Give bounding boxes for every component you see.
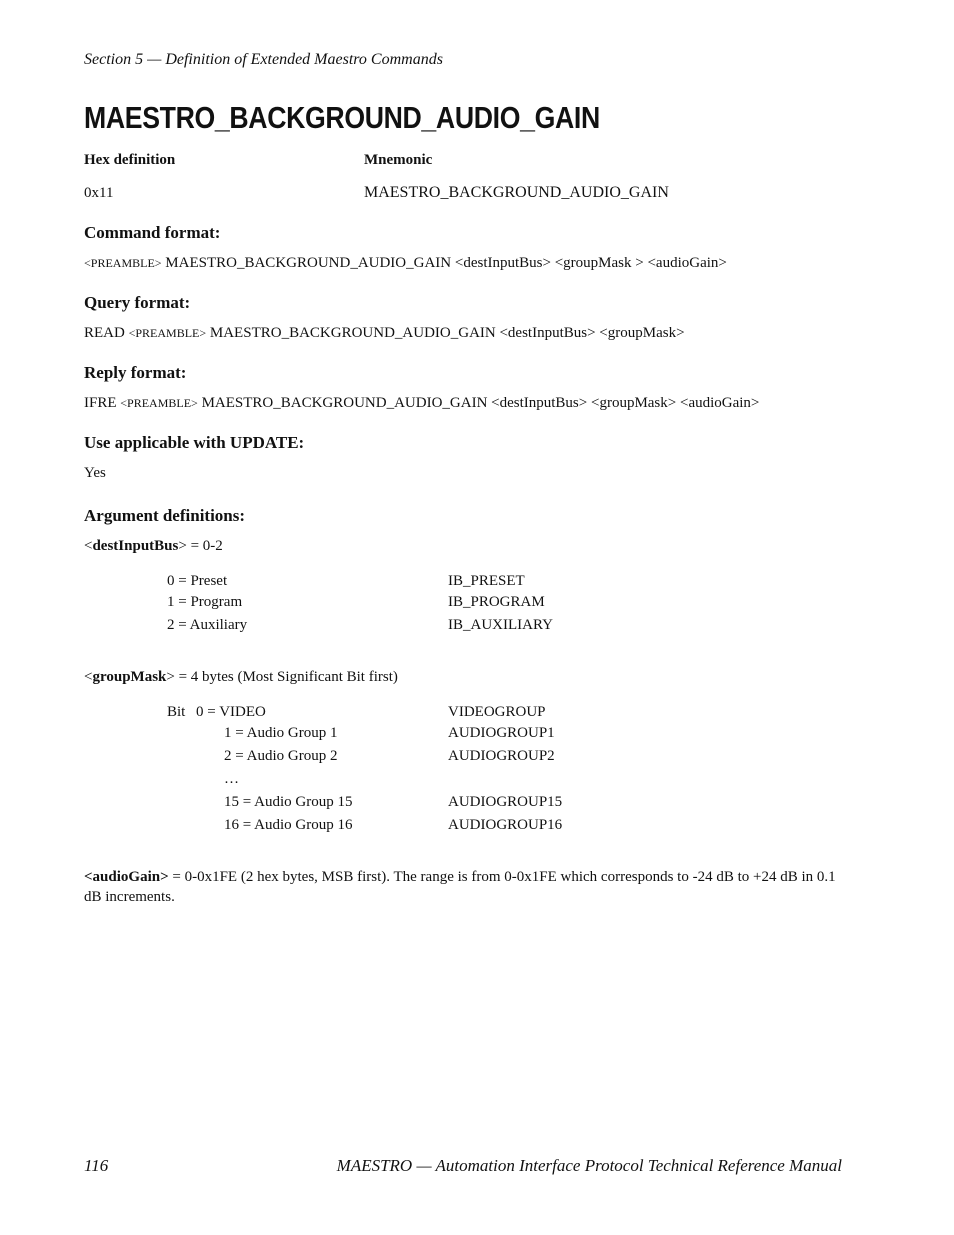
dest-input-bus-name: destInputBus [92,538,179,554]
audio-gain-description: = 0-0x1FE (2 hex bytes, MSB first). The range is from 0-0x1FE which corresponds to -24 dB to +24 dB in 0.1 dB increments. [84,869,836,905]
page-number: 116 [84,1156,109,1175]
query-format-heading: Query format: [84,293,191,312]
dest-input-bus-definition [84,538,223,555]
dest-row-right: IB_AUXILIARY [448,617,553,633]
hex-value: 0x11 [84,185,114,201]
dest-input-bus-range: > = 0-2 [178,538,223,554]
audio-gain-definition [84,867,846,907]
query-syntax: MAESTRO_BACKGROUND_AUDIO_GAIN <destInputBus> <groupMask> [206,325,685,341]
mask-row-right: AUDIOGROUP2 [448,748,555,764]
query-format-line [84,325,685,342]
dest-row-left: 0 = Preset [167,573,228,589]
argument-definitions-heading: Argument definitions: [84,506,246,525]
query-prefix: READ [84,325,129,341]
dest-row-right: IB_PRESET [448,573,525,589]
group-mask-size: > = 4 bytes (Most Significant Bit first) [166,669,398,685]
dest-row-right: IB_PROGRAM [448,594,545,610]
footer-manual-title: MAESTRO — Automation Interface Protocol Technical Reference Manual [336,1156,842,1175]
mask-row-left: 0 = VIDEO [196,704,266,720]
mask-row-right: AUDIOGROUP16 [448,817,563,833]
mask-row-left: 15 = Audio Group 15 [224,794,353,810]
update-heading: Use applicable with UPDATE: [84,433,305,452]
update-value: Yes [84,465,106,481]
mnemonic-label: Mnemonic [364,152,433,168]
reply-prefix: IFRE [84,395,121,411]
running-header: Section 5 — Definition of Extended Maestro Commands [84,51,443,68]
mask-row-left: 2 = Audio Group 2 [224,748,338,764]
dest-row-left: 2 = Auxiliary [167,617,248,633]
bit-label: Bit [167,704,186,720]
reply-format-line [84,395,759,412]
audio-gain-name: <audioGain> [84,869,169,885]
hex-definition-label: Hex definition [84,152,176,168]
mask-row-right: AUDIOGROUP1 [448,725,555,741]
preamble-token: <PREAMBLE> [120,396,198,410]
group-mask-name: groupMask [92,669,167,685]
preamble-token: <PREAMBLE> [84,256,162,270]
mask-row-left: 16 = Audio Group 16 [224,817,353,833]
mask-row-right: AUDIOGROUP15 [448,794,563,810]
command-format-line [84,255,727,272]
preamble-token: <PREAMBLE> [128,326,207,340]
group-mask-definition [84,669,398,686]
mask-row-left: 1 = Audio Group 1 [224,725,338,741]
mask-row-right: VIDEOGROUP [448,704,546,720]
reply-syntax: MAESTRO_BACKGROUND_AUDIO_GAIN <destInputBus> <groupMask> <audioGain> [197,395,760,411]
dest-row-left: 1 = Program [167,594,243,610]
angle-open: < [84,538,93,554]
reply-format-heading: Reply format: [84,363,187,382]
command-format-heading: Command format: [84,223,221,242]
command-syntax: MAESTRO_BACKGROUND_AUDIO_GAIN <destInputBus> <groupMask > <audioGain> [161,255,727,271]
mask-row-ellipsis: … [224,771,239,787]
mnemonic-value: MAESTRO_BACKGROUND_AUDIO_GAIN [364,184,669,201]
angle-open: < [84,669,93,685]
command-title: MAESTRO_BACKGROUND_AUDIO_GAIN [84,100,600,135]
